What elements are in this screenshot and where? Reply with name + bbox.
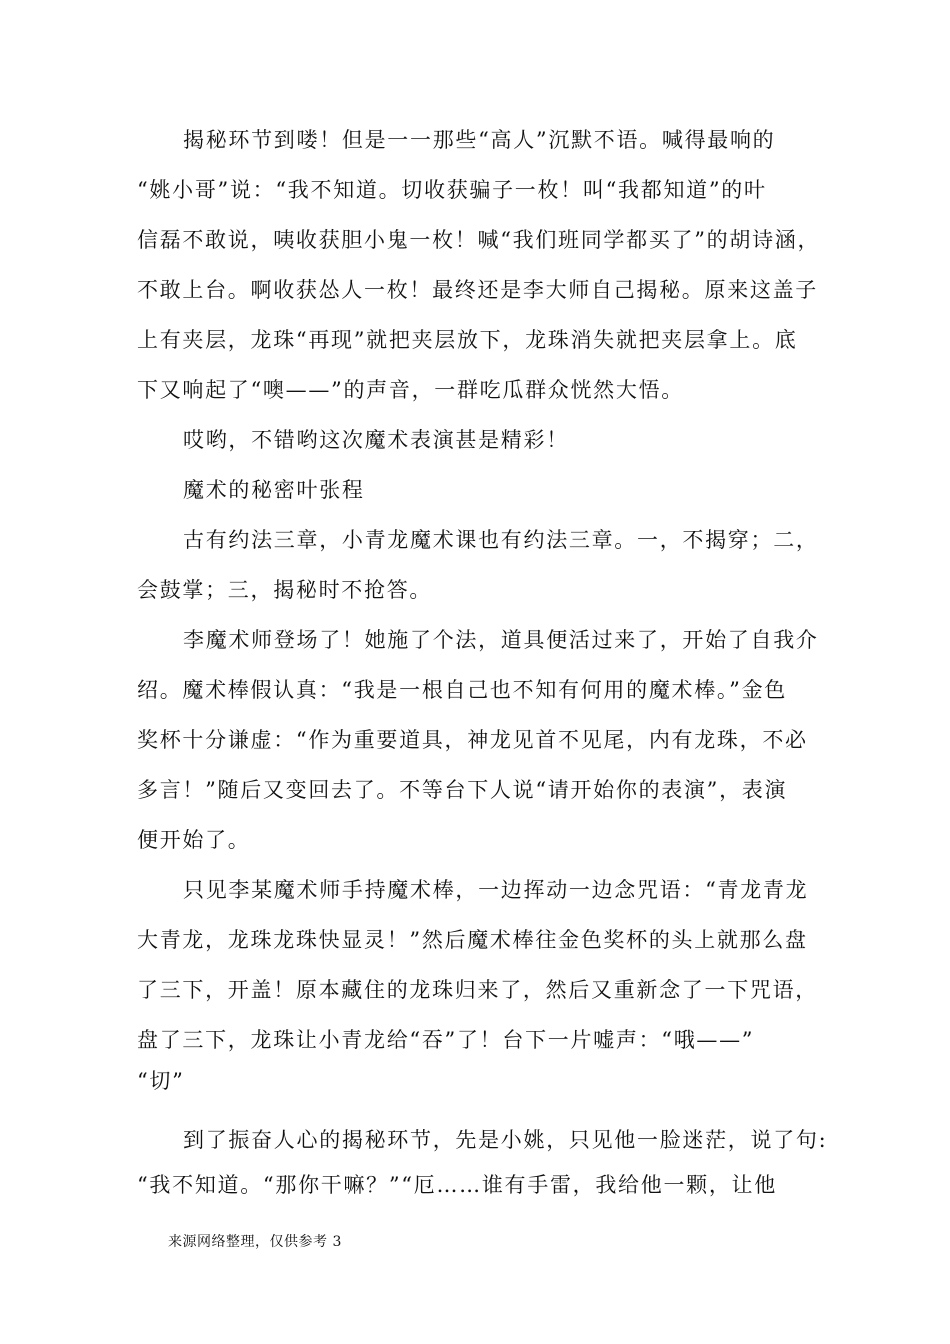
text-line: 李魔术师登场了！她施了个法，道具便活过来了，开始了自我介 [183,628,819,652]
text-line: 盘了三下，龙珠让小青龙给“吞”了！台下一片嘘声：“哦——” [137,1028,755,1052]
text-line: 便开始了。 [137,828,251,852]
text-line: 多言！”随后又变回去了。不等台下人说“请开始你的表演”，表演 [137,778,788,802]
text-line: 会鼓掌；三，揭秘时不抢答。 [137,578,433,602]
text-line: 哎哟，不错哟这次魔术表演甚是精彩！ [183,428,569,452]
text-line: “我不知道。“那你干嘛？”“厄……谁有手雷，我给他一颗，让他 [137,1173,777,1197]
text-line: “姚小哥”说：“我不知道。切收获骗子一枚！叫“我都知道”的叶 [137,178,767,202]
text-line: 信磊不敢说，咦收获胆小鬼一枚！喊“我们班同学都买了”的胡诗涵， [137,228,821,252]
text-line: 奖杯十分谦虚：“作为重要道具，神龙见首不见尾，内有龙珠，不必 [137,728,808,752]
text-line: 古有约法三章，小青龙魔术课也有约法三章。一，不揭穿；二， [183,528,819,552]
text-line: 不敢上台。啊收获怂人一枚！最终还是李大师自己揭秘。原来这盖子 [137,278,818,302]
text-line: 绍。魔术棒假认真：“我是一根自己也不知有何用的魔术棒。”金色 [137,678,787,702]
text-line: 大青龙，龙珠龙珠快显灵！”然后魔术棒往金色奖杯的头上就那么盘 [137,928,808,952]
text-line: 只见李某魔术师手持魔术棒，一边挥动一边念咒语：“青龙青龙 [183,878,809,902]
text-line: 上有夹层，龙珠“再现”就把夹层放下，龙珠消失就把夹层拿上。底 [137,328,798,352]
text-line: “切” [137,1069,185,1093]
text-line: 揭秘环节到喽！但是一一那些“高人”沉默不语。喊得最响的 [183,128,776,152]
page-footer: 来源网络整理，仅供参考 3 [168,1234,342,1250]
text-line: 到了振奋人心的揭秘环节，先是小姚，只见他一脸迷茫，说了句: [183,1128,828,1152]
section-heading: 魔术的秘密叶张程 [183,478,365,502]
text-line: 了三下，开盖！原本藏住的龙珠归来了，然后又重新念了一下咒语， [137,978,818,1002]
text-line: 下又响起了“噢——”的声音，一群吃瓜群众恍然大悟。 [137,378,684,402]
